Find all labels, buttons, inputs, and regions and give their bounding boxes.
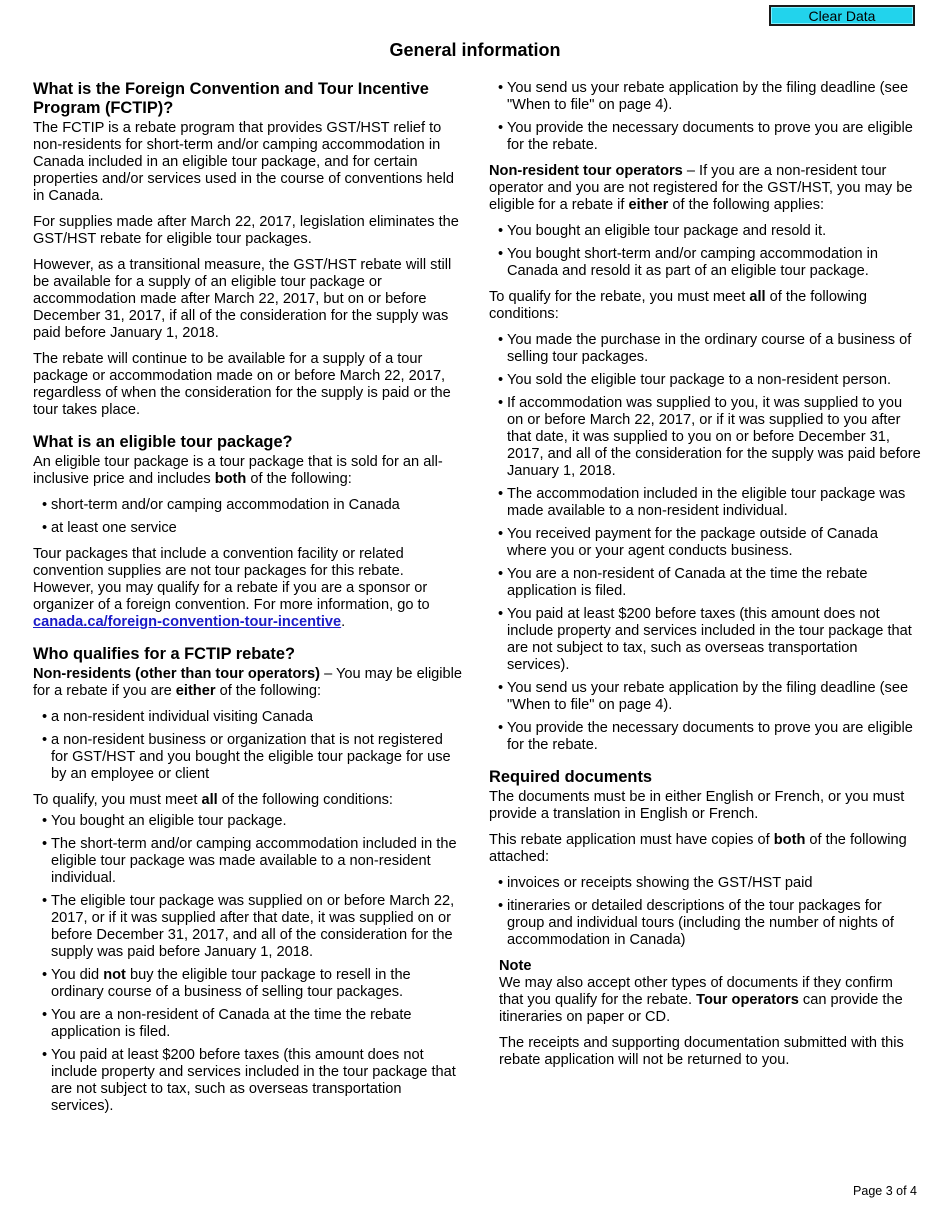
list-item: • You paid at least $200 before taxes (this amount does not include property and services included in the tour package that are not subject to tax, such as overseas transportation services). (33, 1047, 463, 1115)
nonresidents-intro: Non-residents (other than tour operators) – You may be eligible for a rebate if you are either of the following: (33, 666, 463, 699)
documents-paragraph-1: The documents must be in either English or French, or you must provide a translation in English or French. (489, 789, 905, 822)
operators-intro: Non-resident tour operators – If you are a non-resident tour operator and you are not registered for the GST/HST, you may be eligible for a rebate if either of the following applies: (489, 163, 913, 213)
fctip-link[interactable]: canada.ca/foreign-convention-tour-incentive (33, 614, 342, 630)
list-item: • The short-term and/or camping accommodation included in the eligible tour package was made available to a non-resident individual. (33, 836, 463, 887)
list-item: • You received payment for the package outside of Canada where you or your agent conducts business. (489, 526, 921, 560)
list-item: • You send us your rebate application by the filing deadline (see "When to file" on page 4). (489, 680, 921, 714)
list-item: • You paid at least $200 before taxes (this amount does not include property and services included in the tour package that are not subject to tax, such as overseas transportation services). (489, 606, 921, 674)
eligible-convention-paragraph: Tour packages that include a convention facility or related convention supplies are not tour packages for this rebate. However, you may qualify for a rebate if you are a sponsor or organizer of a foreign convention. For more information, go to canada.ca/foreign-convention-tour-incentive. (33, 546, 430, 630)
list-item: • a non-resident business or organization that is not registered for GST/HST and you bought the eligible tour package for use by an employee or client (33, 732, 463, 783)
documents-heading: Required documents (489, 768, 653, 786)
fctip-paragraph-1: The FCTIP is a rebate program that provides GST/HST relief to non-residents for short-term and/or camping accommodation in Canada included in an eligible tour package, and for certain properties and/or services used in the course of conventions held in Canada. (33, 120, 455, 204)
list-item: • You made the purchase in the ordinary course of a business of selling tour packages. (489, 332, 921, 366)
fctip-paragraph-4: The rebate will continue to be available for a supply of a tour package or accommodation made on or before March 22, 2017, regardless of when the consideration for the supply is paid or the tour takes place. (33, 351, 451, 418)
documents-paragraph-2: This rebate application must have copies of both of the following attached: (489, 832, 907, 865)
list-item: • You send us your rebate application by the filing deadline (see "When to file" on page 4). (489, 80, 921, 114)
page-title: General information (389, 40, 561, 60)
list-item: • You provide the necessary documents to prove you are eligible for the rebate. (489, 120, 921, 154)
list-item: • You did not buy the eligible tour package to resell in the ordinary course of a business of selling tour packages. (33, 967, 463, 1001)
list-item: • at least one service (33, 520, 463, 537)
eligible-heading: What is an eligible tour package? (33, 433, 293, 451)
left-column (33, 80, 463, 1124)
list-item: • You bought short-term and/or camping accommodation in Canada and resold it as part of an eligible tour package. (489, 246, 921, 280)
list-item: • invoices or receipts showing the GST/HST paid (489, 875, 921, 892)
page-number: Page 3 of 4 (853, 1184, 917, 1198)
eligible-intro: An eligible tour package is a tour package that is sold for an all-inclusive price and includes both of the following: (33, 454, 443, 487)
documents-list (489, 875, 921, 949)
conditions-list (33, 813, 463, 1115)
list-item: • short-term and/or camping accommodation in Canada (33, 497, 463, 514)
list-item: • The accommodation included in the eligible tour package was made available to a non-resident individual. (489, 486, 921, 520)
list-item: • The eligible tour package was supplied on or before March 22, 2017, or if it was supplied after that date, it was supplied on or before December 31, 2017, and all of the consideration for the supply was paid before January 1, 2018. (33, 893, 463, 961)
operators-conditions-intro: To qualify for the rebate, you must meet all of the following conditions: (489, 289, 868, 322)
operators-conditions-list (489, 332, 921, 754)
list-item: • You sold the eligible tour package to a non-resident person. (489, 372, 921, 389)
fctip-paragraph-3: However, as a transitional measure, the GST/HST rebate will still be available for a supply of an eligible tour package or accommodation made after March 22, 2017, but on or before December 31, 2017, if all of the consideration for the supply was paid before January 1, 2018. (33, 257, 452, 341)
right-column (489, 80, 921, 1078)
fctip-heading: What is the Foreign Convention and Tour Incentive Program (FCTIP)? (33, 80, 429, 117)
clear-data-button[interactable]: Clear Data (769, 5, 915, 26)
operators-list (489, 223, 921, 280)
list-item: • You are a non-resident of Canada at the time the rebate application is filed. (489, 566, 921, 600)
list-item: • a non-resident individual visiting Canada (33, 709, 463, 726)
conditions-list-continued (489, 80, 921, 154)
list-item: • You are a non-resident of Canada at the time the rebate application is filed. (33, 1007, 463, 1041)
qualifies-heading: Who qualifies for a FCTIP rebate? (33, 645, 295, 663)
nonresidents-list (33, 709, 463, 783)
fctip-paragraph-2: For supplies made after March 22, 2017, legislation eliminates the GST/HST rebate for eligible tour packages. (33, 214, 459, 247)
list-item: • You bought an eligible tour package and resold it. (489, 223, 921, 240)
eligible-list (33, 497, 463, 537)
conditions-intro: To qualify, you must meet all of the following conditions: (33, 792, 393, 808)
list-item: • itineraries or detailed descriptions of the tour packages for group and individual tours (including the number of nights of accommodation in Canada) (489, 898, 921, 949)
list-item: • If accommodation was supplied to you, it was supplied to you on or before March 22, 2017, or if it was supplied to you after that date, it was supplied to you on or before December 31, 2017, and all of the consideration for the supply was paid before January 1, 2018. (489, 395, 921, 480)
note-paragraph-1: We may also accept other types of documents if they confirm that you qualify for the rebate. Tour operators can provide the itineraries on paper or CD. (499, 975, 903, 1025)
note-label: Note (499, 958, 532, 974)
list-item: • You provide the necessary documents to prove you are eligible for the rebate. (489, 720, 921, 754)
note-paragraph-2: The receipts and supporting documentation submitted with this rebate application will not be returned to you. (499, 1035, 904, 1068)
list-item: • You bought an eligible tour package. (33, 813, 463, 830)
note-box (489, 958, 921, 1069)
